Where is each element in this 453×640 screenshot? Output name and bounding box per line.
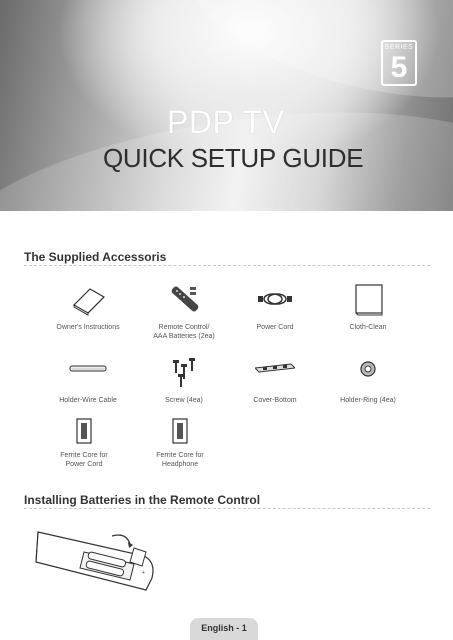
cover-bottom-icon: [255, 356, 295, 390]
section-divider: [24, 508, 430, 509]
accessory-label-line-2: AAA Batteries (2ea): [153, 333, 215, 340]
holder-wire-icon: [68, 356, 108, 390]
accessories-heading: The Supplied Accessoris: [24, 250, 167, 264]
accessory-label-line-1: Remote Control/: [158, 324, 210, 331]
batteries-heading: Installing Batteries in the Remote Control: [24, 493, 261, 507]
accessory-label: Power Cord: [256, 324, 294, 331]
section-divider: [24, 265, 430, 266]
cloth-icon: [348, 283, 388, 317]
accessory-label-line-1: Ferrite Core for: [60, 452, 108, 459]
remote-icon: [164, 283, 204, 317]
accessory-label-line-2: Power Cord: [65, 461, 103, 468]
series-label: SERIES: [384, 44, 414, 51]
ferrite-core-icon: [160, 418, 200, 452]
accessory-label-line-2: Headphone: [161, 461, 199, 468]
product-name: PDP TV: [167, 104, 285, 140]
series-badge: [381, 40, 417, 86]
accessory-label: Owner's Instructions: [56, 324, 120, 331]
svg-text:+: +: [142, 570, 145, 576]
accessory-label: Screw (4ea): [165, 397, 203, 404]
series-number: 5: [390, 51, 408, 84]
accessory-label: Holder-Wire Cable: [59, 397, 117, 404]
power-cord-icon: [255, 283, 295, 317]
manual-icon: [68, 283, 108, 317]
guide-title: QUICK SETUP GUIDE: [103, 143, 364, 173]
accessory-label: Cloth-Clean: [349, 324, 387, 331]
screw-icon: [164, 356, 204, 390]
ferrite-core-icon: [64, 418, 104, 452]
accessory-label: Holder-Ring (4ea): [340, 397, 396, 404]
page-number-tab: English - 1: [190, 618, 258, 640]
accessory-label-line-1: Ferrite Core for: [156, 452, 204, 459]
accessory-label: Cover-Bottom: [253, 397, 297, 404]
holder-ring-icon: [348, 356, 388, 390]
cover-banner: [0, 0, 453, 211]
battery-installation-illustration: [34, 522, 164, 592]
